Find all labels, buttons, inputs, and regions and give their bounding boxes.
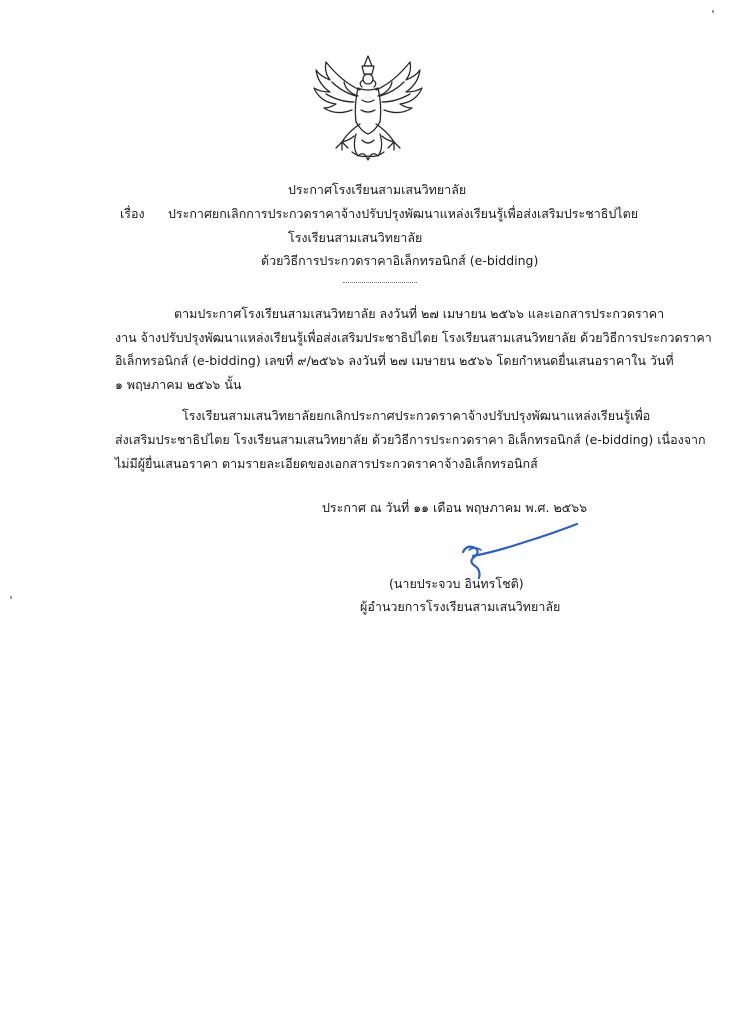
signer-position: ผู้อำนวยการโรงเรียนสามเสนวิทยาลัย bbox=[360, 599, 561, 614]
paragraph-2-line-3: ไม่มีผู้ยื่นเสนอราคา ตามรายละเอียดของเอกสารประกวดราคาจ้างอิเล็กทรอนิกส์ bbox=[115, 456, 538, 471]
paragraph-1-line-4: ๑ พฤษภาคม ๒๕๖๖ นั้น bbox=[115, 377, 242, 392]
paragraph-1-line-1: ตามประกาศโรงเรียนสามเสนวิทยาลัย ลงวันที่ ๒๗ เมษายน ๒๕๖๖ และเอกสารประกวดราคา bbox=[174, 306, 665, 321]
subject-label: เรื่อง bbox=[120, 206, 145, 221]
subject-line-3: ด้วยวิธีการประกวดราคาอิเล็กทรอนิกส์ (e-bidding) bbox=[261, 253, 539, 268]
paragraph-2-line-1: โรงเรียนสามเสนวิทยาลัยยกเลิกประกาศประกวดราคาจ้างปรับปรุงพัฒนาแหล่งเรียนรู้เพื่อ bbox=[182, 408, 651, 423]
paragraph-1-line-2: งาน จ้างปรับปรุงพัฒนาแหล่งเรียนรู้เพื่อส่งเสริมประชาธิปไตย โรงเรียนสามเสนวิทยาลัย ด้วยวิธีการประกวดราคา bbox=[115, 330, 712, 345]
subject-line-1: ประกาศยกเลิกการประกวดราคาจ้างปรับปรุงพัฒนาแหล่งเรียนรู้เพื่อส่งเสริมประชาธิปไตย bbox=[168, 206, 639, 221]
paragraph-1-line-3: อิเล็กทรอนิกส์ (e-bidding) เลขที่ ๙/๒๕๖๖ ลงวันที่ ๒๗ เมษายน ๒๕๖๖ โดยกำหนดยื่นเสนอราคาใน วันที่ bbox=[115, 353, 674, 368]
header-divider bbox=[343, 282, 417, 283]
announcement-title: ประกาศโรงเรียนสามเสนวิทยาลัย bbox=[288, 182, 467, 197]
scan-speck bbox=[712, 10, 714, 13]
paragraph-2-line-2: ส่งเสริมประชาธิปไตย โรงเรียนสามเสนวิทยาลัย ด้วยวิธีการประกวดราคา อิเล็กทรอนิกส์ (e-bidding) เนื่องจาก bbox=[115, 432, 706, 447]
announcement-date: ประกาศ ณ วันที่ ๑๑ เดือน พฤษภาคม พ.ศ. ๒๕๖๖ bbox=[322, 500, 588, 515]
subject-line-2: โรงเรียนสามเสนวิทยาลัย bbox=[288, 230, 423, 245]
garuda-emblem-icon bbox=[312, 52, 424, 164]
scan-speck bbox=[10, 596, 12, 599]
signer-name: (นายประจวบ อินทรโชติ) bbox=[389, 576, 524, 591]
signature-mark bbox=[455, 522, 580, 584]
